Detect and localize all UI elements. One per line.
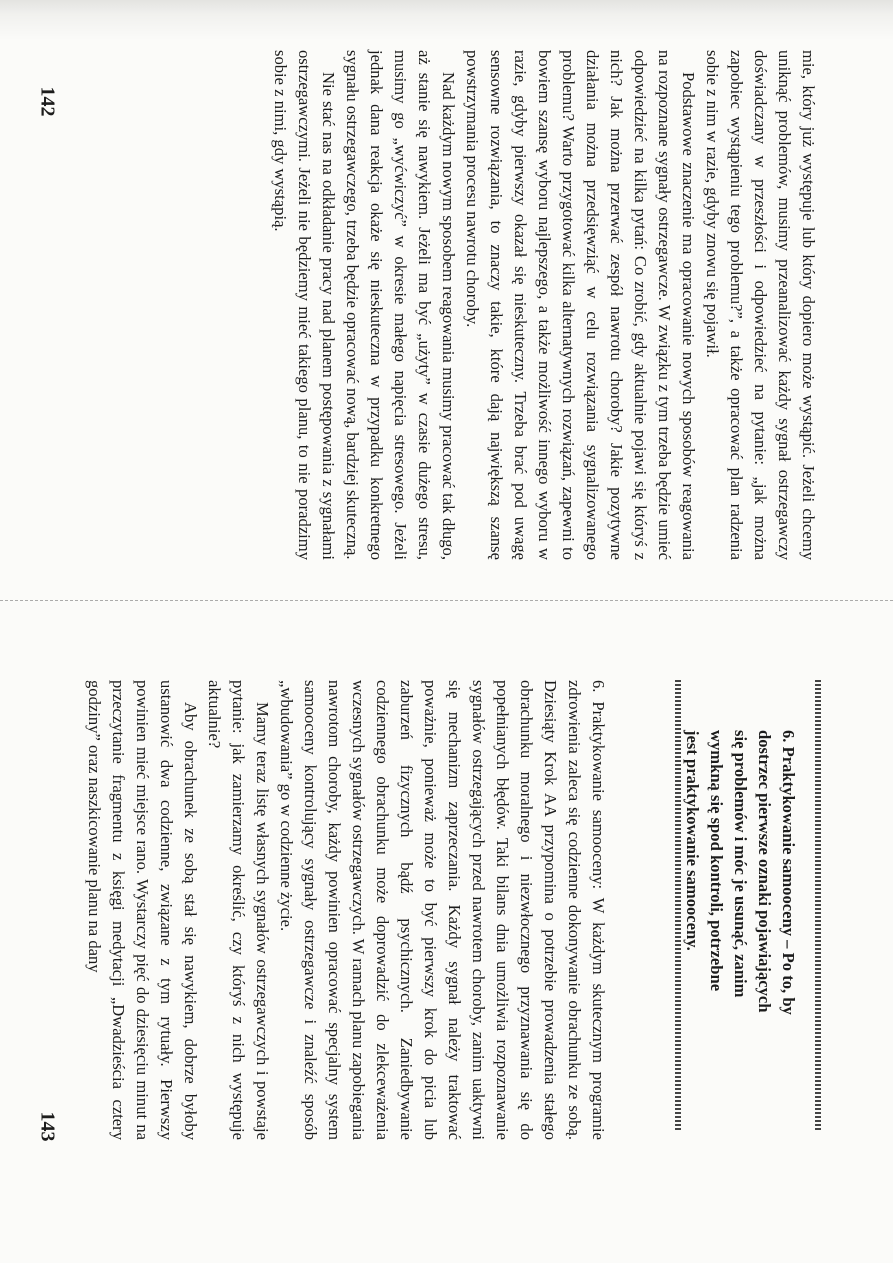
heading-line: się problemów i móc je usunąć, zanim — [731, 730, 750, 998]
heading-rule-bottom — [675, 680, 681, 1130]
left-page-text — [268, 50, 820, 560]
page-number-right: 143 — [36, 1111, 59, 1142]
page-fold-line — [0, 600, 893, 603]
paragraph: mie, który już występuje lub który dopiero może wystąpić. Jeżeli chcemy uniknąć problemów, musimy przeanalizować każdy sygnał ostrzegawczy doświadczany w przeszłości i odpowiedzieć na pytanie: „jak można zapobiec wystąpieniu tego problemu?”, a także opracować plan radzenia sobie z nim w razie, gdyby znowu się pojawił. — [703, 50, 818, 560]
heading-line: 6. Praktykowanie samooceny – Po to, by — [779, 730, 798, 1015]
paragraph: Nie stać nas na odkładanie pracy nad planem postępowania z sygnałami ostrzegawczymi. Jeżeli nie będziemy mieć takiego planu, to nie poradzimy sobie z nimi, gdy wystąpią. — [271, 50, 338, 560]
paragraph: Nad każdym nowym sposobem reagowania musimy pracować tak długo, aż stanie się nawykiem. Jeżeli ma być „użyty” w czasie dużego stresu, musimy go „wyćwiczyć” w okresie małego napięcia stresowego. Jeżeli jednak dana reakcja okaże się nieskuteczna w przypadku konkretnego sygnału ostrzegawczego, trzeba będzie opracować nową, bardziej skuteczną. — [343, 50, 458, 560]
paragraph: Aby obrachunek ze sobą stał się nawykiem, dobrze byłoby ustanowić dwa codzienne, związane z tym rytuały. Pierwszy powinien mieć miejsce rano. Wystarczy pięć do dziesięciu minut na przeczytanie fragmentu z księgi medytacji „Dwadzieścia cztery godziny” oraz naszkicowanie planu na dany — [85, 680, 200, 1140]
scan-edge-noise — [0, 0, 893, 40]
paragraph: Podstawowe znaczenie ma opracowanie nowych sposobów reagowania na rozpoznane sygnały ostrzegawcze. W związku z tym trzeba będzie umieć odpowiedzieć na kilka pytań: Co zrobić, gdy aktualnie pojawi się któryś z nich? Jak można przerwać zespół nawrotu choroby? Jakie pozytywne działania można przedsięwziąć w celu rozwiązania sygnalizowanego problemu? Warto przygotować kilka alternatywnych rozwiązań, zapewni to bowiem szansę wyboru najlepszego, a także możliwość innego wyboru w razie, gdyby pierwszy okazał się nieskuteczny. Trzeba brać pod uwagę sensowne rozwiązania, to znaczy takie, które dają największą szansę powstrzymania procesu nawrotu choroby. — [463, 50, 698, 560]
right-page-text — [82, 680, 610, 1140]
paragraph: 6. Praktykowanie samooceny: W każdym skutecznym programie zdrowienia zaleca się codzienne dokonywanie obrachunku ze sobą. Dziesiąty Krok AA przypomina o potrzebie prowadzenia stałego obrachunku moralnego i niezwłocznego przyznawania się do popełnianych błędów. Taki bilans dnia umożliwia rozpoznawanie sygnałów ostrzegających przed nawrotem choroby, zanim uaktywni się mechanizm zaprzeczania. Każdy sygnał należy traktować poważnie, ponieważ może to być pierwszy krok do picia lub zaburzeń fizycznych bądź psychicznych. Zaniedbywanie codziennego obrachunku może doprowadzić do zlekceważenia wczesnych sygnałów ostrzegawczych. W ramach planu zapobiegania nawrotom choroby, każdy powinien opracować specjalny system samooceny kontrolujący sygnały ostrzegawcze i znaleźć sposób „wbudowania” go w codzienne życie. — [277, 680, 608, 1140]
section-heading — [680, 730, 800, 1130]
page-number-left: 142 — [36, 86, 59, 117]
heading-line: dostrzec pierwsze oznaki pojawiających — [755, 730, 774, 1013]
heading-line: jest praktykowanie samooceny. — [683, 730, 702, 951]
heading-line: wymkną się spod kontroli, potrzebne — [707, 730, 726, 992]
paragraph: Mamy teraz listę własnych sygnałów ostrzegawczych i powstaje pytanie: jak zamierzamy określić, czy któryś z nich występuje aktualnie? — [205, 680, 272, 1140]
heading-rule-top — [815, 680, 821, 1130]
